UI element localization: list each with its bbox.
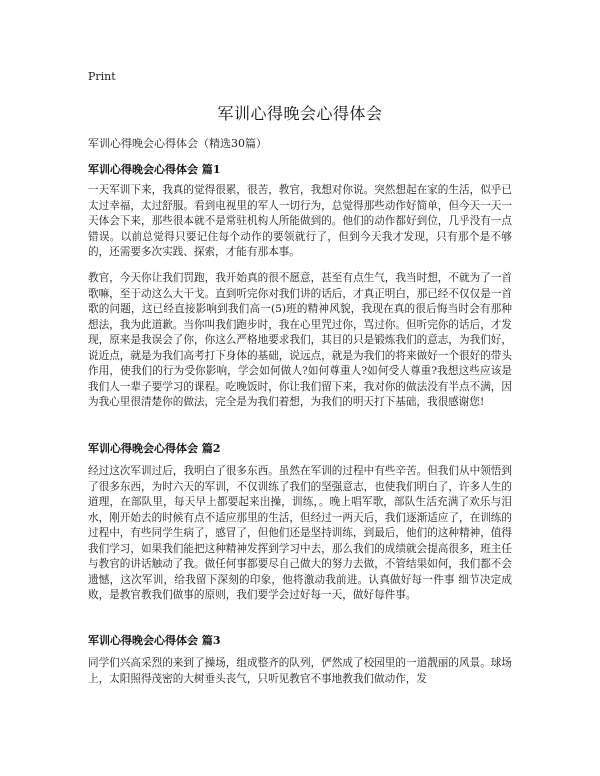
section-2-paragraph-1: 经过这次军训过后，我明白了很多东西。虽然在军训的过程中有些辛苦。但我们从中领悟到了很多东西，为时六天的军训，不仅训练了我们的坚强意志，也使我们明白了，许多人生的道理，在部队里，每天早上都要起来出操，训练，。晚上唱军歌，部队生活充满了欢乐与泪水，刚开始去的时候有点不适应那里的生活，但经过一两天后，我们逐渐适应了，在训练的过程中，有些同学生病了，感冒了，但他们还是坚持训练，到最后，他们的这种精神，值得我们学习，如果我们能把这种精神发挥到学习中去，那么我们的成绩就会提高很多，班主任与教官的讲话触动了我。做任何事都要尽自己做大的努力去做，不管结果如何，我们都不会遗憾，这次军训，给我留下深刻的印象，他将激动我前进。认真做好每一件事 细节决定成败，是教官教我们做事的原则，我们要学会过好每一天，做好每件事。 bbox=[88, 465, 512, 601]
print-link[interactable]: Print bbox=[88, 70, 116, 83]
section-3-paragraph-1: 同学们兴高采烈的来到了操场，组成整齐的队列，俨然成了校园里的一道靓丽的风景。球场上，太阳照得茂密的大树垂头丧气，只听见教官不事地教我们做动作，发 bbox=[88, 657, 512, 685]
section-heading-2: 军训心得晚会心得体会 篇2 bbox=[88, 442, 221, 455]
section-heading-3: 军训心得晚会心得体会 篇3 bbox=[88, 634, 221, 647]
section-1-paragraph-1: 一天军训下来，我真的觉得很累，很苦，教官，我想对你说。突然想起在家的生活，似乎已太过幸福，太过舒服。看到电视里的军人一切行为，总觉得那些动作好简单，但今天一天一天体会下来，那些很本就不是常驻机构人所能做到的。他们的动作都好到位，几乎没有一点错误。以前总觉得只要记住每个动作的要领就行了，但到今天我才发现，只有那个是不够的，还需要多次实践、探索，才能有那本事。 bbox=[88, 184, 512, 258]
section-heading-1: 军训心得晚会心得体会 篇1 bbox=[88, 163, 221, 176]
page-title: 军训心得晚会心得体会 bbox=[217, 104, 383, 123]
section-1-paragraph-2: 教官，今天你让我们罚跑，我开始真的很不愿意，甚至有点生气，我当时想，不就为了一首歌嘛，至于动这么大干戈。直到听完你对我们讲的话后，才真正明白，那已经不仅仅是一首歌的问题，这已经直接影响到我们高一(5)班的精神风貌，我现在真的很后悔当时会有那种想法，我为此道歉。当你叫我们跑步时，我在心里咒过你，骂过你。但听完你的话后，才发现，原来是我误会了你，你这么严格地要求我们，其目的只是锻炼我们的意志，为我们好，说近点，就是为我们高考打下身体的基础，说远点，就是为我们的将来做好一个很好的带头作用，使我们的行为受你影响，学会如何做人?如何尊重人?如何受人尊重?我想这些应该是我们人一辈子要学习的课程。吃晚饭时，你让我们留下来，我对你的做法没有半点不满，因为我心里很清楚你的做法，完全是为我们着想，为我们的明天打下基础，我很感谢您! bbox=[88, 272, 512, 408]
document-subtitle: 军训心得晚会心得体会（精选30篇） bbox=[88, 137, 267, 150]
